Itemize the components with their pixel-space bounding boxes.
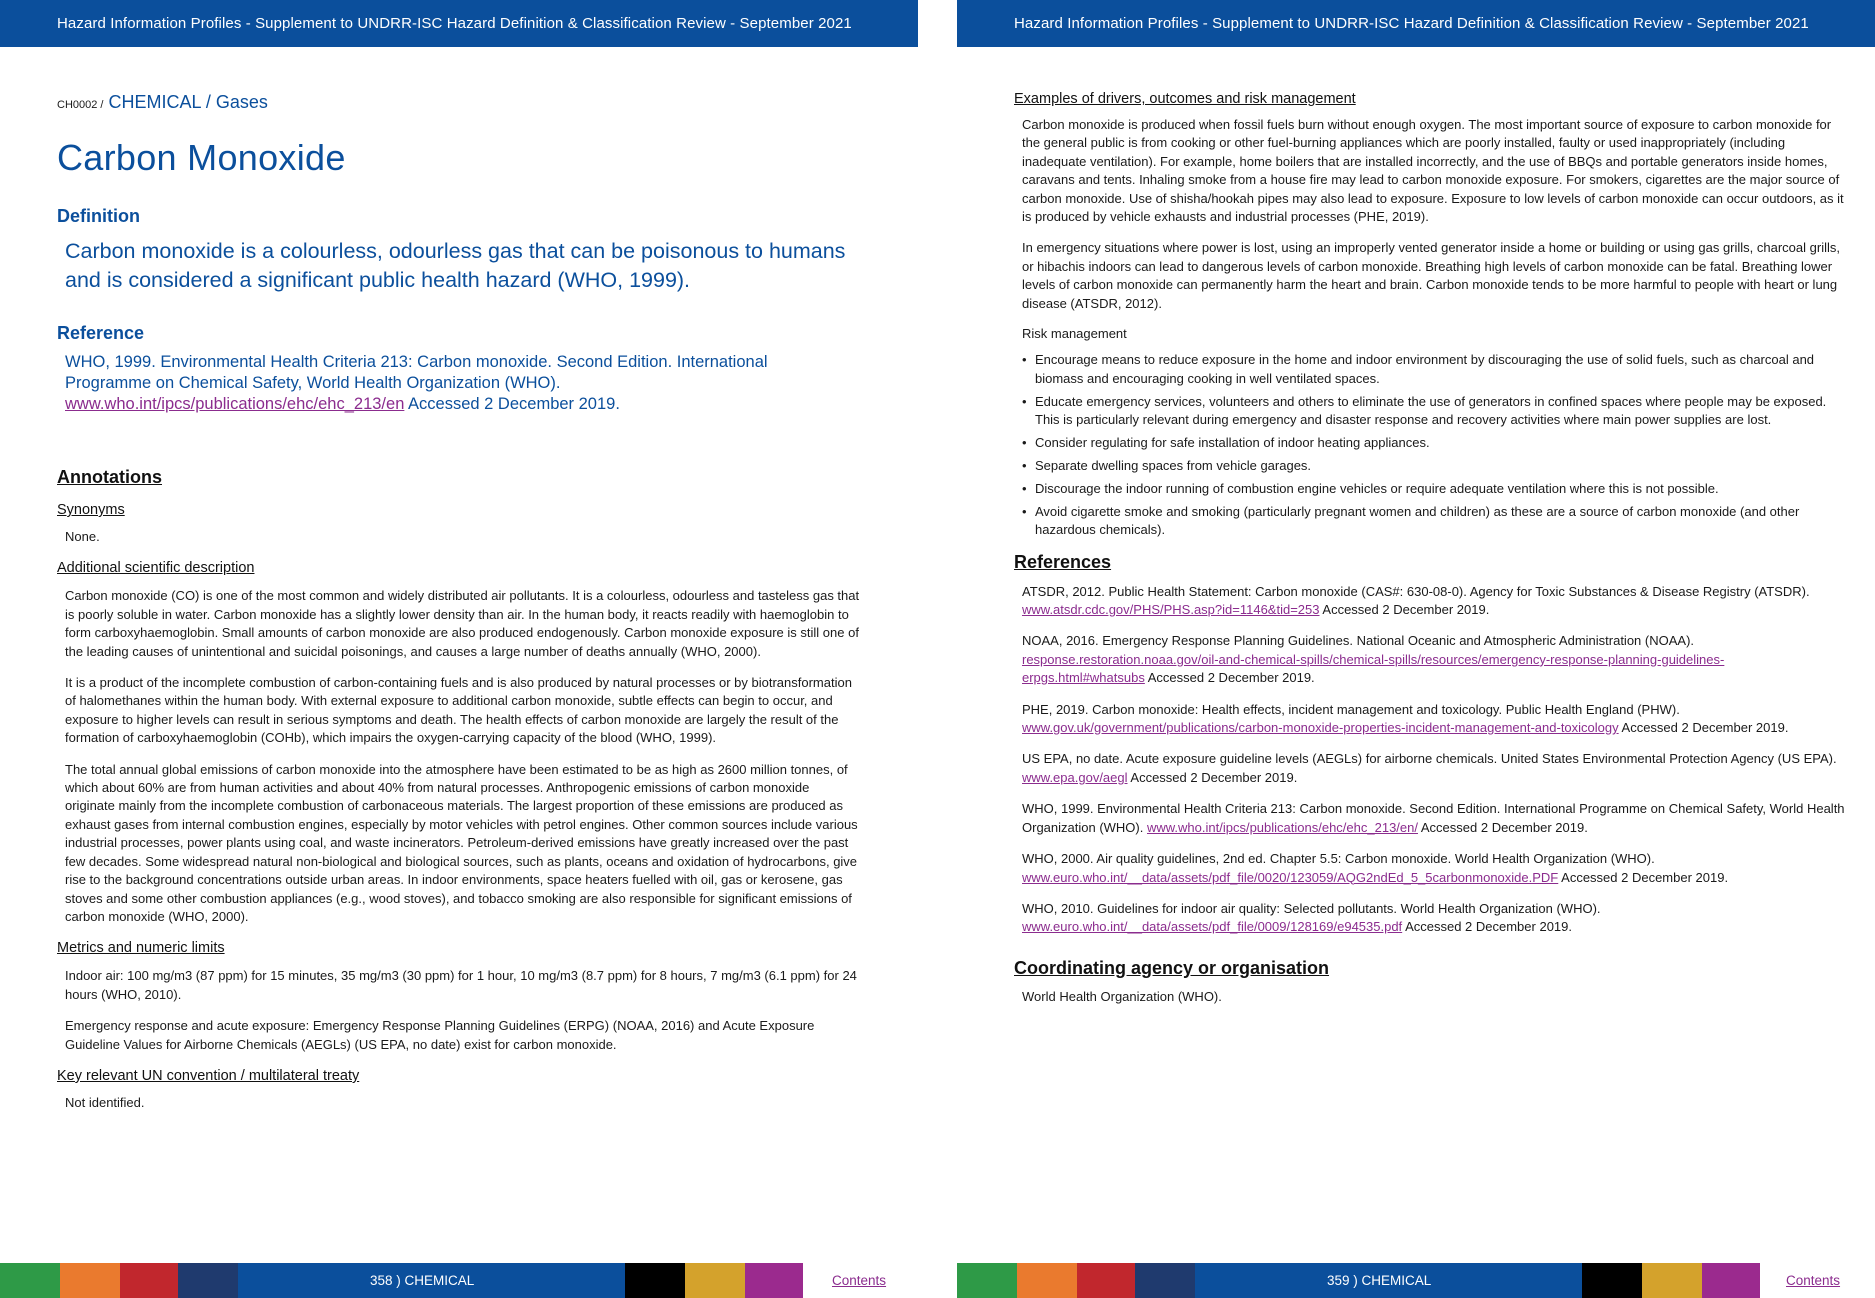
reference-citation: ATSDR, 2012. Public Health Statement: Carbon monoxide (CAS#: 630-08-0). Agency for Toxic Substances & Disease Registry (ATSDR). (1022, 583, 1810, 599)
footer-swatch (120, 1263, 178, 1298)
reference-link[interactable]: www.atsdr.cdc.gov/PHS/PHS.asp?id=1146&tid=253 (1022, 602, 1320, 618)
coordinating-agency-heading: Coordinating agency or organisation (1014, 957, 1330, 978)
reference-link[interactable]: www.who.int/ipcs/publications/ehc/ehc_213/en/ (1146, 819, 1418, 835)
footer-swatch (745, 1263, 803, 1298)
reference-link[interactable]: www.euro.who.int/__data/assets/pdf_file/0020/123059/AQG2ndEd_5_5carbonmonoxide.PDF (1022, 869, 1559, 885)
definition-text: Carbon monoxide is a colourless, odourless gas that can be poisonous to humans and is considered a significant public health hazard (WHO, 1999). (65, 239, 846, 292)
hazard-category: CHEMICAL / Gases (108, 92, 268, 112)
metrics-heading: Metrics and numeric limits (57, 940, 225, 957)
reference-link[interactable]: www.epa.gov/aegl (1022, 769, 1128, 785)
reference-accessed: Accessed 2 December 2019. (1618, 720, 1789, 736)
left-page (0, 0, 918, 1298)
reference-accessed: Accessed 2 December 2019. (1417, 819, 1588, 835)
page-gutter (918, 0, 957, 1298)
metrics-paragraph: Emergency response and acute exposure: Emergency Response Planning Guidelines (ERPG) (NOAA, 2016) and Acute Exposure Guideline Values for Airborne Chemicals (AEGLs) (US EPA, no date) exist for carbon monoxide. (65, 1018, 815, 1052)
additional-paragraph: It is a product of the incomplete combustion of carbon-containing fuels and is also produced by natural processes or by biotransformation of halomethanes within the human body. With external exposure to additional carbon monoxide, subtle effects can begin to occur, and exposure to higher levels can result in serious symptoms and death. The health effects of carbon monoxide are largely the result of the formation of carboxyhaemoglobin (COHb), which impairs the oxygen-carrying capacity of the blood (WHO, 1999). (65, 675, 852, 746)
risk-management-list (1022, 351, 1846, 539)
definition-heading: Definition (57, 206, 140, 226)
reference-entry (1022, 583, 1846, 620)
risk-management-label: Risk management (1022, 326, 1127, 342)
footer-swatch (1582, 1263, 1642, 1298)
page-footer (0, 1263, 918, 1298)
reference-link[interactable]: www.gov.uk/government/publications/carbon-monoxide-properties-incident-management-and-toxicology (1022, 720, 1619, 736)
left-content (57, 47, 862, 1112)
footer-swatch (1077, 1263, 1135, 1298)
risk-item: • Avoid cigarette smoke and smoking (particularly pregnant women and children) as these are a source of carbon monoxide (and other hazardous chemicals). (1022, 503, 1846, 540)
reference-accessed: Accessed 2 December 2019. (404, 395, 620, 413)
additional-description-heading: Additional scientific description (57, 560, 255, 577)
reference-accessed: Accessed 2 December 2019. (1558, 869, 1729, 885)
page-header: Hazard Information Profiles - Supplement to UNDRR-ISC Hazard Definition & Classification Review - September 2021 (957, 0, 1875, 47)
examples-heading: Examples of drivers, outcomes and risk management (1014, 91, 1356, 107)
reference-entry (1022, 750, 1846, 787)
footer-swatch (1642, 1263, 1702, 1298)
synonyms-text: None. (65, 529, 100, 544)
reference-citation: US EPA, no date. Acute exposure guideline levels (AEGLs) for airborne chemicals. United States Environmental Protection Agency (US EPA). (1022, 751, 1837, 767)
footer-page-number: 359 ) CHEMICAL (1327, 1273, 1432, 1288)
reference-accessed: Accessed 2 December 2019. (1402, 919, 1572, 935)
reference-link[interactable]: response.restoration.noaa.gov/oil-and-chemical-spills/chemical-spills/resources/emergency-response-planning-guidelines-erpgs.html#whatsubs (1022, 651, 1725, 686)
page-title: Carbon Monoxide (57, 137, 346, 178)
page-footer (957, 1263, 1875, 1298)
footer-page-number: 358 ) CHEMICAL (370, 1273, 475, 1288)
reference-link[interactable]: www.who.int/ipcs/publications/ehc/ehc_213/en (65, 395, 405, 413)
contents-link[interactable]: Contents (1786, 1273, 1841, 1288)
reference-entry (1022, 900, 1846, 937)
reference-citation: WHO, 2000. Air quality guidelines, 2nd ed. Chapter 5.5: Carbon monoxide. World Health Organization (WHO). (1022, 851, 1655, 867)
reference-entry (1022, 850, 1846, 887)
risk-item: • Encourage means to reduce exposure in the home and indoor environment by discouraging the use of solid fuels, such as charcoal and biomass and encouraging cooking in well ventilated spaces. (1022, 351, 1846, 388)
right-content (1014, 47, 1846, 1006)
footer-swatch (625, 1263, 685, 1298)
coordinating-agency-text: World Health Organization (WHO). (1022, 988, 1222, 1004)
footer-swatch (1702, 1263, 1760, 1298)
footer-swatch (0, 1263, 60, 1298)
reference-citation: WHO, 2010. Guidelines for indoor air quality: Selected pollutants. World Health Organization (WHO). (1022, 900, 1601, 916)
annotations-heading: Annotations (57, 467, 162, 487)
footer-swatch (178, 1263, 238, 1298)
breadcrumb (57, 92, 862, 113)
reference-text (65, 352, 855, 415)
reference-accessed: Accessed 2 December 2019. (1144, 670, 1315, 686)
treaty-heading: Key relevant UN convention / multilateral treaty (57, 1067, 360, 1084)
reference-citation: WHO, 1999. Environmental Health Criteria 213: Carbon monoxide. Second Edition. International Programme on Chemical Safety, World Health Organization (WHO). (65, 353, 768, 392)
reference-entry (1022, 800, 1846, 837)
reference-accessed: Accessed 2 December 2019. (1319, 602, 1490, 618)
synonyms-heading: Synonyms (57, 502, 125, 518)
additional-paragraph: Carbon monoxide (CO) is one of the most common and widely distributed air pollutants. It is a colourless, odourless and tasteless gas that is poorly soluble in water. Carbon monoxide has a slightly lower density than air. In the human body, it reacts readily with haemoglobin to form carboxyhaemoglobin. Small amounts of carbon monoxide are also produced endogenously. Carbon monoxide exposure is still one of the leading causes of unintentional and suicidal poisonings, and causes a large number of deaths annually (WHO, 2000). (65, 588, 860, 659)
risk-item: • Separate dwelling spaces from vehicle garages. (1022, 457, 1846, 475)
examples-paragraph: In emergency situations where power is lost, using an improperly vented generator inside a home or building or using gas grills, charcoal grills, or hibachis indoors can lead to dangerous levels of carbon monoxide. Breathing high levels of carbon monoxide can be fatal. Breathing lower levels of carbon monoxide can permanently harm the heart and brain. Carbon monoxide tends to be more harmful to people with heart or lung disease (ATSDR, 2012). (1022, 240, 1840, 311)
contents-link[interactable]: Contents (832, 1273, 887, 1288)
footer-band (1195, 1263, 1582, 1298)
reference-link[interactable]: www.euro.who.int/__data/assets/pdf_file/0009/128169/e94535.pdf (1022, 919, 1403, 935)
references-heading: References (1014, 551, 1112, 572)
reference-entry (1022, 632, 1846, 687)
reference-citation: NOAA, 2016. Emergency Response Planning Guidelines. National Oceanic and Atmospheric Administration (NOAA). (1022, 633, 1695, 649)
reference-entry (1022, 701, 1846, 738)
page-header: Hazard Information Profiles - Supplement to UNDRR-ISC Hazard Definition & Classification Review - September 2021 (0, 0, 918, 47)
risk-item: • Discourage the indoor running of combustion engine vehicles or require adequate ventilation where this is not possible. (1022, 480, 1846, 498)
reference-accessed: Accessed 2 December 2019. (1127, 769, 1298, 785)
risk-item: • Consider regulating for safe installation of indoor heating appliances. (1022, 434, 1846, 452)
footer-swatch (60, 1263, 120, 1298)
reference-citation: PHE, 2019. Carbon monoxide: Health effects, incident management and toxicology. Public Health England (PHW). (1022, 701, 1680, 717)
reference-heading: Reference (57, 323, 145, 343)
footer-swatch (1135, 1263, 1195, 1298)
hazard-code: CH0002 / (57, 99, 104, 111)
right-page (957, 0, 1875, 1298)
reference-citation: WHO, 1999. Environmental Health Criteria 213: Carbon monoxide. Second Edition. International Programme on Chemical Safety, World Health Organization (WHO). (1022, 801, 1845, 835)
additional-paragraph: The total annual global emissions of carbon monoxide into the atmosphere have been estimated to be as high as 2600 million tonnes, of which about 60% are from human activities and about 40% from natural processes. Anthropogenic emissions of carbon monoxide originate mainly from the incomplete combustion of carbonaceous materials. The largest proportion of these emissions are produced as exhaust gases from internal combustion engines, especially by motor vehicles with petrol engines. Other common sources include various industrial processes, power plants using coal, and waste incinerators. Petroleum-derived emissions have greatly increased over the past few decades. Some widespread natural non-biological and biological sources, such as plants, oceans and oxidation of hydrocarbons, give rise to the background concentrations outside urban areas. In indoor environments, space heaters fuelled with oil, gas or kerosene, gas stoves and some other combustion appliances (e.g., wood stoves), and tobacco smoking are also responsible for significant emissions of carbon monoxide (WHO, 2000). (65, 761, 858, 924)
treaty-text: Not identified. (65, 1094, 145, 1110)
risk-item: • Educate emergency services, volunteers and others to eliminate the use of generators in confined spaces where people may be exposed. This is particularly relevant during emergency and disaster response and recovery activities where main power supplies are lost. (1022, 393, 1846, 430)
footer-swatch (685, 1263, 745, 1298)
footer-band (238, 1263, 625, 1298)
footer-swatch (1017, 1263, 1077, 1298)
metrics-paragraph: Indoor air: 100 mg/m3 (87 ppm) for 15 minutes, 35 mg/m3 (30 ppm) for 1 hour, 10 mg/m3 (8.7 ppm) for 8 hours, 7 mg/m3 (6.1 ppm) for 24 hours (WHO, 2010). (65, 968, 857, 1002)
footer-swatch (957, 1263, 1017, 1298)
examples-paragraph: Carbon monoxide is produced when fossil fuels burn without enough oxygen. The most important source of exposure to carbon monoxide for the general public is from cooking or other fuel-burning appliances which are poorly installed, faulty or used inappropriately (including inadequate ventilation). For example, home boilers that are installed incorrectly, and the use of BBQs and portable generators inside homes, caravans and tents. Inhaling smoke from a house fire may lead to carbon monoxide exposure. For smokers, cigarettes are the major source of carbon monoxide. Use of shisha/hookah pipes may also lead to exposure. Exposure to low levels of carbon monoxide can occur outdoors, as it is produced by vehicle exhausts and industrial processes (PHE, 2019). (1022, 117, 1844, 225)
